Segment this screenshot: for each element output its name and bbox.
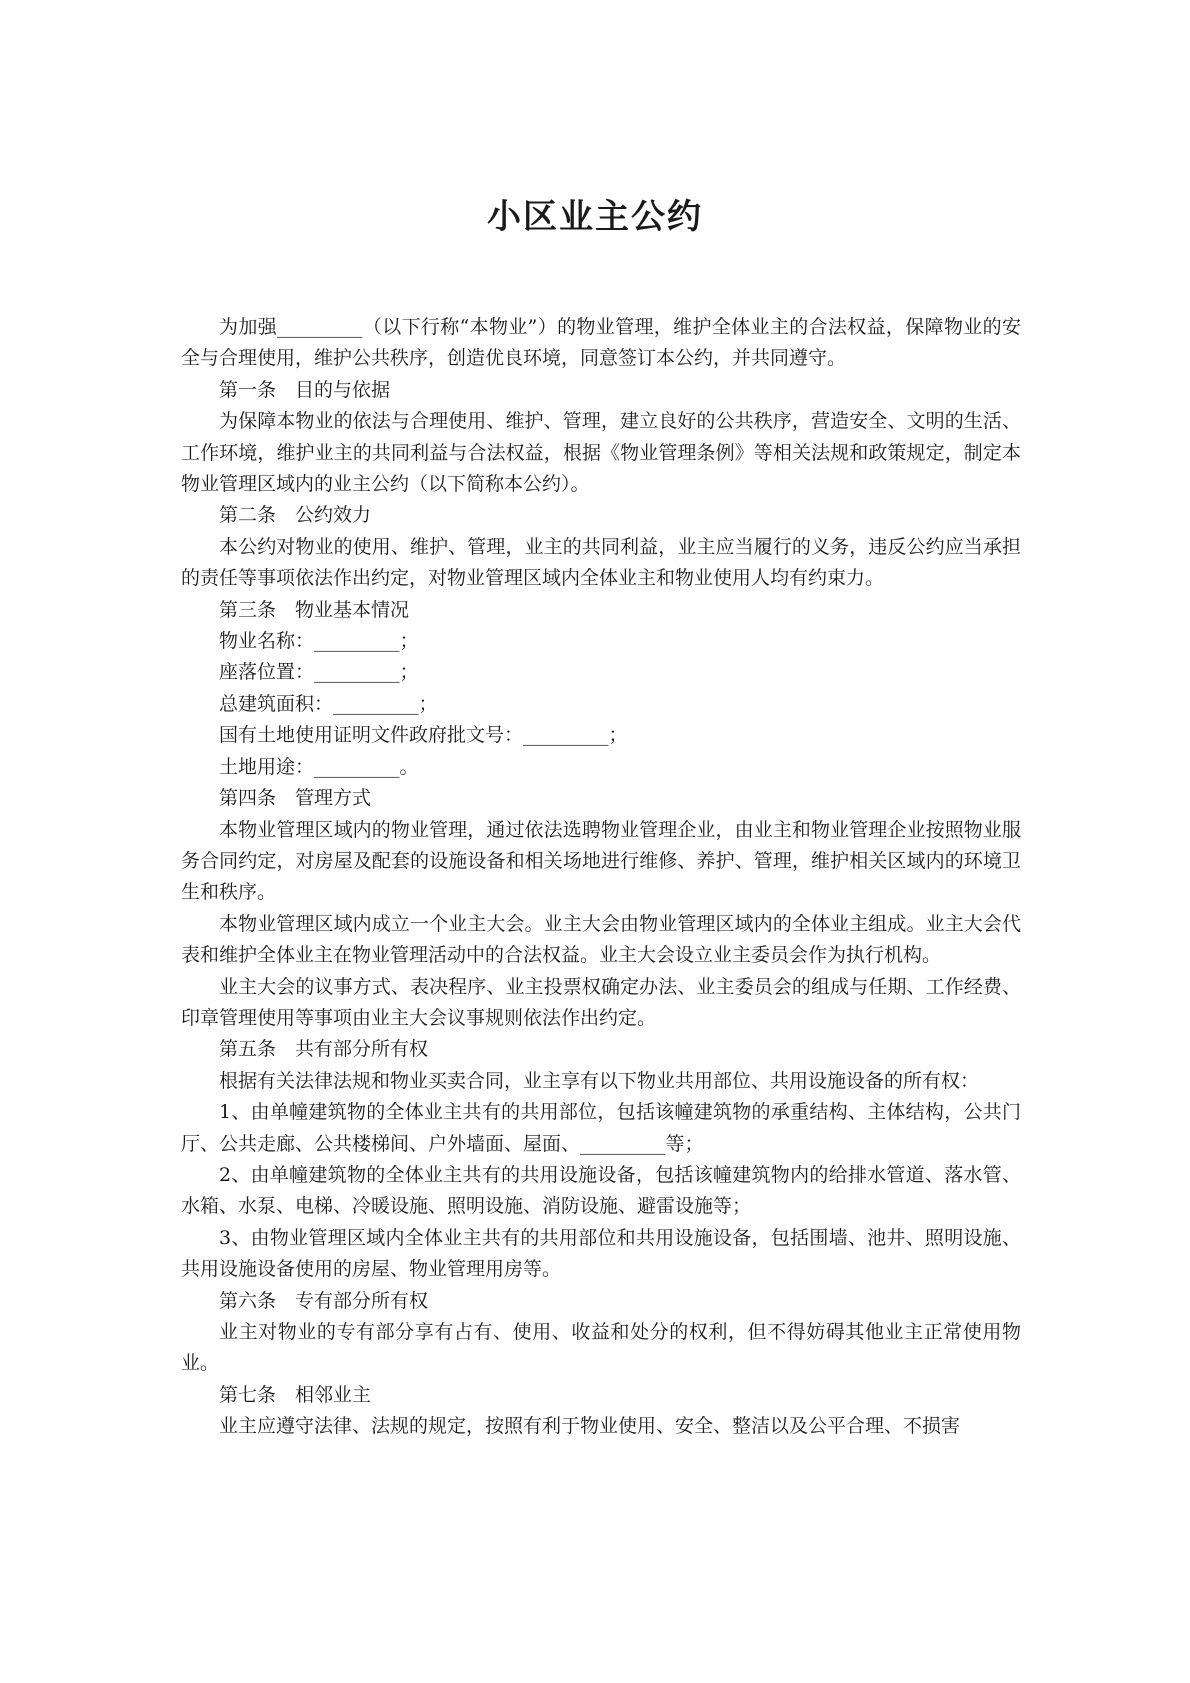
body-paragraph: 本公约对物业的使用、维护、管理，业主的共同利益，业主应当履行的义务，违反公约应当承担的责任等事项依法作出约定，对物业管理区域内全体业主和物业使用人均有约束力。: [181, 535, 1021, 590]
article-heading: 第七条 相邻业主: [219, 1383, 372, 1406]
body-paragraph: 3、由物业管理区域内全体业主共有的共用部位和共用设施设备，包括围墙、池井、照明设施、共用设施设备使用的房屋、物业管理用房等。: [181, 1226, 1021, 1281]
document-title: 小区业主公约: [487, 197, 703, 237]
body-paragraph: 座落位置：_________；: [219, 661, 419, 684]
article-heading: 第一条 目的与依据: [219, 378, 391, 401]
body-paragraph: 总建筑面积：_________；: [219, 692, 438, 715]
article-heading: 第二条 公约效力: [219, 504, 372, 527]
body-paragraph: 为保障本物业的依法与合理使用、维护、管理，建立良好的公共秩序，营造安全、文明的生活、工作环境，维护业主的共同利益与合法权益，根据《物业管理条例》等相关法规和政策规定，制定本物业管理区域内的业主公约（以下简称本公约）。: [181, 410, 1021, 496]
body-paragraph: 业主对物业的专有部分享有占有、使用、收益和处分的权利，但不得妨碍其他业主正常使用物业。: [181, 1321, 1021, 1375]
body-paragraph: 1、由单幢建筑物的全体业主共有的共用部位，包括该幢建筑物的承重结构、主体结构，公共门厅、公共走廊、公共楼梯间、户外墙面、屋面、_________等；: [181, 1101, 1021, 1155]
article-heading: 第四条 管理方式: [219, 787, 372, 810]
document-body: [181, 312, 1021, 1443]
body-paragraph: 为加强_________（以下行称“本物业”）的物业管理，维护全体业主的合法权益，保障物业的安全与合理使用，维护公共秩序，创造优良环境，同意签订本公约，并共同遵守。: [181, 316, 1021, 370]
body-paragraph: 本物业管理区域内成立一个业主大会。业主大会由物业管理区域内的全体业主组成。业主大会代表和维护全体业主在物业管理活动中的合法权益。业主大会设立业主委员会作为执行机构。: [181, 912, 1021, 967]
body-paragraph: 本物业管理区域内的物业管理，通过依法选聘物业管理企业，由业主和物业管理企业按照物业服务合同约定，对房屋及配套的设施设备和相关场地进行维修、养护、管理，维护相关区域内的环境卫生和秩序。: [181, 818, 1021, 904]
body-paragraph: 业主应遵守法律、法规的规定，按照有利于物业使用、安全、整洁以及公平合理、不损害: [219, 1415, 961, 1438]
body-paragraph: 根据有关法律法规和物业买卖合同，业主享有以下物业共用部位、共用设施设备的所有权：: [219, 1069, 980, 1092]
body-paragraph: 2、由单幢建筑物的全体业主共有的共用设施设备，包括该幢建筑物内的给排水管道、落水管、水箱、水泵、电梯、冷暖设施、照明设施、消防设施、避雷设施等；: [181, 1163, 1021, 1218]
body-paragraph: 土地用途：_________。: [219, 755, 419, 778]
body-paragraph: 业主大会的议事方式、表决程序、业主投票权确定办法、业主委员会的组成与任期、工作经费、印章管理使用等事项由业主大会议事规则依法作出约定。: [181, 975, 1021, 1029]
article-heading: 第三条 物业基本情况: [219, 598, 410, 621]
article-heading: 第五条 共有部分所有权: [219, 1038, 429, 1061]
body-paragraph: 物业名称：_________；: [219, 630, 419, 653]
body-paragraph: 国有土地使用证明文件政府批文号：_________；: [219, 724, 628, 747]
article-heading: 第六条 专有部分所有权: [219, 1289, 429, 1312]
